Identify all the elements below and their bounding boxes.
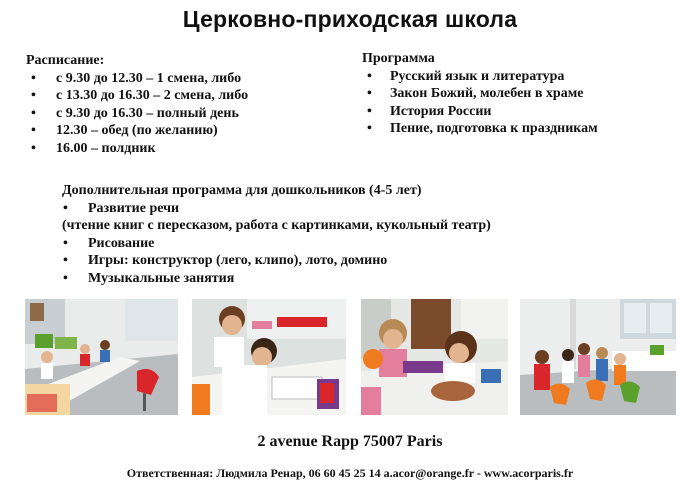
schedule-item: • 16.00 – полдник bbox=[26, 140, 248, 158]
schedule-heading: Расписание: bbox=[26, 53, 105, 68]
photo-strip bbox=[0, 299, 700, 415]
boys-writing-photo bbox=[192, 299, 346, 415]
extra-program-item: • Развитие речи bbox=[62, 200, 491, 218]
extra-program-item: • Игры: конструктор (лего, клипо), лото, домино bbox=[62, 252, 491, 270]
schedule-section bbox=[26, 52, 248, 157]
program-item: • Пение, подготовка к праздникам bbox=[362, 120, 598, 138]
extra-program-heading: Дополнительная программа для дошкольников (4-5 лет) bbox=[62, 183, 422, 198]
address: 2 avenue Rapp 75007 Paris bbox=[257, 433, 443, 450]
schedule-item: • с 9.30 до 12.30 – 1 смена, либо bbox=[26, 70, 248, 88]
schedule-item: • с 9.30 до 16.30 – полный день bbox=[26, 105, 248, 123]
program-item: • История России bbox=[362, 103, 598, 121]
contact-info: Ответственная: Людмила Ренар, 06 60 45 25 14 a.acor@orange.fr - www.acorparis.fr bbox=[126, 466, 574, 480]
program-heading: Программа bbox=[362, 51, 435, 66]
extra-program-list-2 bbox=[62, 235, 491, 288]
schedule-item: • 12.30 – обед (по желанию) bbox=[26, 122, 248, 140]
schedule-item: • с 13.30 до 16.30 – 2 смена, либо bbox=[26, 87, 248, 105]
schedule-list bbox=[26, 70, 248, 158]
girls-drawing-photo bbox=[361, 299, 508, 415]
program-item: • Русский язык и литература bbox=[362, 68, 598, 86]
extra-program-item: • Рисование bbox=[62, 235, 491, 253]
extra-program-list bbox=[62, 200, 491, 218]
extra-program-item: • Музыкальные занятия bbox=[62, 270, 491, 288]
group-classroom-photo bbox=[520, 299, 676, 415]
extra-program-section bbox=[62, 182, 491, 287]
program-section bbox=[362, 50, 598, 138]
page-title: Церковно-приходская школа bbox=[182, 6, 518, 32]
program-item: • Закон Божий, молебен в храме bbox=[362, 85, 598, 103]
extra-program-note: (чтение книг с пересказом, работа с картинками, кукольный театр) bbox=[62, 218, 491, 233]
classroom-photo bbox=[25, 299, 178, 415]
program-list bbox=[362, 68, 598, 138]
